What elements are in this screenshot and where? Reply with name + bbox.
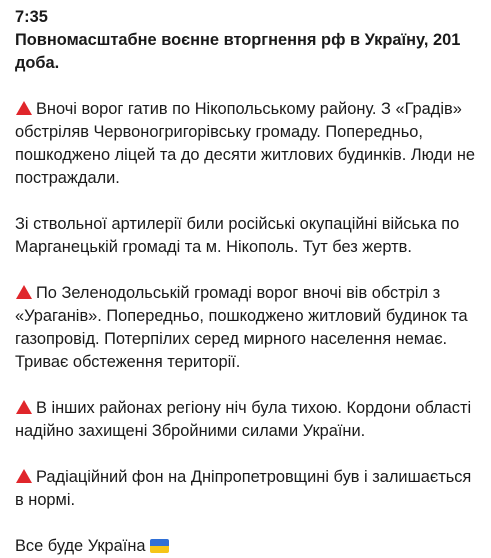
paragraph-text: По Зеленодольській громаді ворог вночі вів обстріл з «Ураганів». Попередньо, пошкоджено житловий будинок та газопровід. Потерпілих серед мирного населення немає. Триває обстеження території. [15, 284, 468, 371]
paragraph-text: Вночі ворог гатив по Нікопольському району. З «Градів» обстріляв Червоногригорівську громаду. Попередньо, пошкоджено ліцей та до десяти житлових будинків. Люди не постраждали. [15, 100, 475, 187]
red-triangle-icon [16, 285, 32, 299]
red-triangle-icon [16, 469, 32, 483]
post-headline: Повномасштабне воєнне вторгнення рф в Україну, 201 доба. [15, 31, 461, 72]
paragraph-marhanets [15, 213, 479, 259]
paragraph-text: Радіаційний фон на Дніпропетровщині був і залишається в нормі. [15, 468, 472, 509]
paragraph-text: В інших районах регіону ніч була тихою. Кордони області надійно захищені Збройними силами України. [15, 399, 472, 440]
paragraph-other-districts [15, 397, 479, 443]
paragraph-text: Зі ствольної артилерії били російські окупаційні війська по Марганецькій громаді та м. Нікополь. Тут без жертв. [15, 215, 460, 256]
ukraine-flag-icon [150, 539, 169, 553]
paragraph-nikopol [15, 98, 479, 190]
red-triangle-icon [16, 101, 32, 115]
paragraph-closing [15, 535, 479, 558]
red-triangle-icon [16, 400, 32, 414]
closing-text: Все буде Україна [15, 537, 146, 555]
paragraph-radiation [15, 466, 479, 512]
paragraph-zelenodolsk [15, 282, 479, 374]
post-time: 7:35 [15, 8, 48, 26]
